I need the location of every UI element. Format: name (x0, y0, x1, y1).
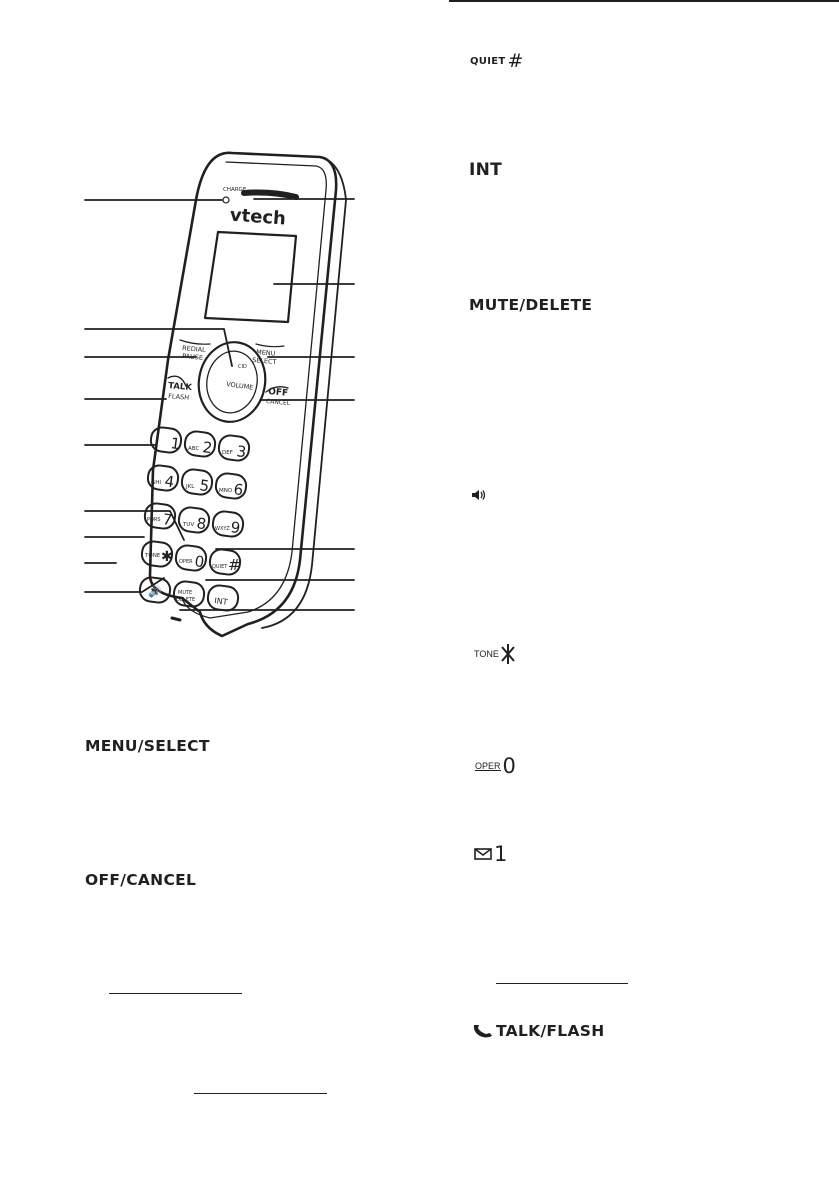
svg-text:OFF: OFF (267, 387, 289, 399)
svg-text:DEF: DEF (222, 450, 233, 456)
svg-text:GHI: GHI (151, 480, 162, 486)
svg-text:✱: ✱ (161, 549, 173, 565)
screen (205, 232, 296, 322)
star-icon (501, 644, 515, 664)
svg-text:PAUSE: PAUSE (181, 352, 204, 362)
envelope-icon (474, 847, 492, 861)
phone-handset-icon (472, 1023, 494, 1039)
svg-text:QUIET: QUIET (212, 564, 228, 570)
svg-text:CANCEL: CANCEL (265, 398, 291, 408)
talk-flash-heading: TALK/FLASH (472, 1022, 605, 1040)
svg-text:🔊: 🔊 (148, 585, 162, 598)
speaker-heading (471, 488, 487, 502)
svg-text:OPER: OPER (179, 559, 193, 565)
svg-text:2: 2 (201, 438, 214, 458)
divider-rule (194, 1093, 327, 1094)
svg-text:JKL: JKL (186, 484, 195, 490)
svg-text:TONE: TONE (145, 553, 161, 559)
svg-text:VOLUME: VOLUME (225, 380, 254, 392)
svg-text:#: # (228, 556, 241, 574)
svg-text:6: 6 (232, 480, 245, 500)
quiet-key-heading: QUIET # (470, 50, 524, 72)
svg-text:1: 1 (169, 434, 182, 454)
brand-logo: vtech (229, 204, 287, 230)
svg-text:TUV: TUV (183, 522, 195, 528)
int-heading: INT (469, 160, 503, 180)
svg-text:CID: CID (238, 364, 247, 370)
callout-lines-left (85, 200, 232, 592)
svg-text:5: 5 (198, 476, 211, 496)
svg-text:9: 9 (229, 518, 242, 538)
charge-label: CHARGE (223, 187, 247, 193)
menu-select-heading: MENU/SELECT (85, 737, 210, 755)
message-key-heading: 1 (474, 842, 507, 866)
oper-key-heading: OPER 0 (475, 754, 516, 778)
svg-text:MUTE: MUTE (178, 590, 193, 596)
svg-text:REDIAL: REDIAL (181, 344, 207, 355)
svg-text:FLASH: FLASH (167, 392, 190, 402)
svg-text:0: 0 (193, 552, 206, 572)
tone-key-heading: TONE (474, 644, 515, 664)
svg-text:8: 8 (195, 514, 208, 534)
divider-rule (496, 983, 628, 984)
svg-text:PQRS: PQRS (147, 517, 161, 523)
svg-text:WXYZ: WXYZ (215, 526, 230, 532)
svg-text:DELETE: DELETE (176, 597, 196, 603)
svg-text:4: 4 (163, 472, 176, 492)
svg-text:MENU: MENU (255, 348, 276, 358)
svg-text:ABC: ABC (188, 446, 200, 452)
svg-text:INT: INT (213, 596, 229, 607)
earpiece (244, 193, 296, 198)
svg-text:MNO: MNO (219, 488, 233, 494)
svg-text:7: 7 (161, 510, 174, 530)
svg-text:SELECT: SELECT (251, 356, 277, 367)
svg-text:TALK: TALK (167, 381, 193, 394)
mute-delete-heading: MUTE/DELETE (469, 296, 593, 314)
off-cancel-heading: OFF/CANCEL (85, 871, 197, 889)
svg-text:3: 3 (235, 442, 248, 462)
divider-rule (109, 993, 242, 994)
speaker-icon (471, 488, 487, 502)
